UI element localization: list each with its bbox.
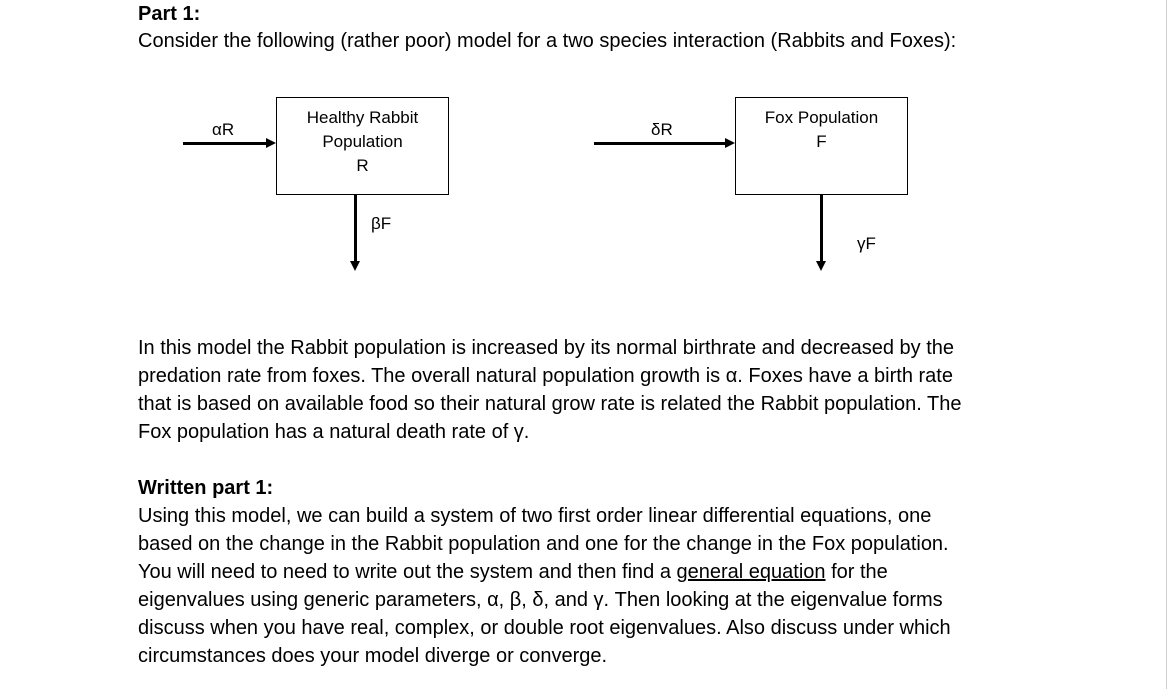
rabbit-box-line3: R [356, 156, 369, 175]
fox-inflow-arrowhead [725, 138, 735, 148]
fox-outflow-arrow [820, 195, 823, 262]
fox-inflow-arrow [594, 142, 726, 145]
paragraph-line: In this model the Rabbit population is increased by its normal birthrate and decreased by the [138, 337, 955, 359]
page-edge-rule [1166, 0, 1167, 689]
rabbit-box-line2: Population [322, 132, 403, 151]
rabbit-outflow-label: βF [371, 214, 392, 233]
written-line: eigenvalues using generic parameters, α, β, δ, and γ. Then looking at the eigenvalue forms [138, 589, 943, 611]
fox-box-line2: F [816, 132, 827, 151]
rabbit-population-box [276, 97, 449, 195]
rabbit-inflow-label: αR [212, 120, 235, 139]
paragraph-line: that is based on available food so their natural grow rate is related the Rabbit population. The [138, 393, 962, 415]
written-line: circumstances does your model diverge or converge. [138, 645, 608, 667]
fox-population-box [735, 97, 908, 195]
rabbit-inflow-arrowhead [266, 138, 276, 148]
rabbit-outflow-arrowhead [350, 261, 360, 271]
rabbit-outflow-arrow [354, 195, 357, 262]
fox-box-line1: Fox Population [764, 108, 879, 127]
written-part-heading: Written part 1: [138, 477, 274, 499]
paragraph-line: predation rate from foxes. The overall natural population growth is α. Foxes have a birth rate [138, 365, 953, 387]
fox-outflow-arrowhead [816, 261, 826, 271]
written-line [138, 558, 888, 586]
fox-inflow-label: δR [651, 120, 673, 139]
rabbit-box-line1: Healthy Rabbit [306, 108, 419, 127]
written-line: based on the change in the Rabbit population and one for the change in the Fox population. [138, 533, 949, 555]
written-line3-start: You will need to need to write out the system and then find a [138, 561, 677, 583]
fox-outflow-label: γF [857, 234, 876, 253]
written-line: discuss when you have real, complex, or double root eigenvalues. Also discuss under which [138, 617, 951, 639]
intro-text: Consider the following (rather poor) model for a two species interaction (Rabbits and Foxes): [138, 30, 957, 52]
written-line: Using this model, we can build a system of two first order linear differential equations, one [138, 505, 932, 527]
paragraph-line: Fox population has a natural death rate of γ. [138, 421, 530, 443]
part-heading: Part 1: [138, 3, 201, 25]
rabbit-inflow-arrow [183, 142, 267, 145]
written-line3-end: for the [825, 561, 888, 583]
general-equation-underlined: general equation [676, 561, 826, 583]
